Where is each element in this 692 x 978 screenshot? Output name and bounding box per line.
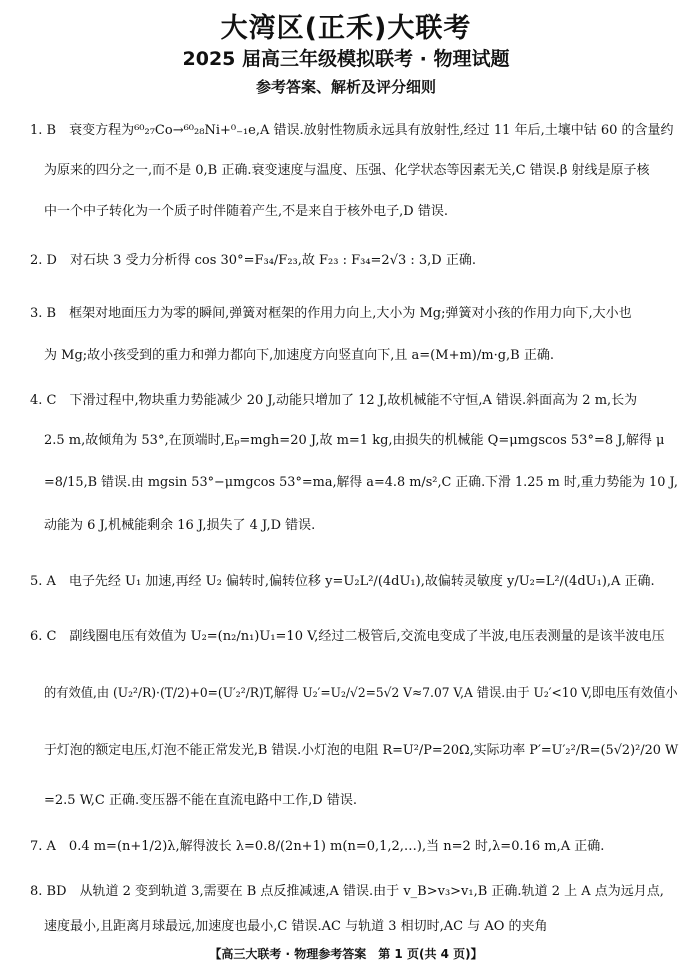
- text-line: 8. BD 从轨道 2 变到轨道 3,需要在 B 点反推减速,A 错误.由于 v_B>v₃>v₁,B 正确.轨道 2 上 A 点为远月点,: [30, 884, 664, 899]
- text-line: 7. A 0.4 m=(n+1/2)λ,解得波长 λ=0.8/(2n+1) m(n=0,1,2,…),当 n=2 时,λ=0.16 m,A 正确.: [30, 839, 605, 854]
- text-line: =8/15,B 错误.由 mgsin 53°−μmgcos 53°=ma,解得 a=4.8 m/s²,C 正确.下滑 1.25 m 时,重力势能为 10 J,: [44, 475, 678, 490]
- doc-type-heading: 参考答案、解析及评分细则: [255, 78, 436, 96]
- text-line: 2.5 m,故倾角为 53°,在顶端时,Eₚ=mgh=20 J,故 m=1 kg,由损失的机械能 Q=μmgscos 53°=8 J,解得 μ: [44, 433, 665, 448]
- text-line: 速度最小,且距离月球最远,加速度也最小,C 错误.AC 与轨道 3 相切时,AC 与 AO 的夹角: [44, 919, 548, 934]
- page-footer: 【高三大联考 · 物理参考答案 第 1 页(共 4 页)】: [209, 947, 483, 961]
- exam-subtitle: 2025 届高三年级模拟联考 · 物理试题: [182, 48, 510, 70]
- text-line: 动能为 6 J,机械能剩余 16 J,损失了 4 J,D 错误.: [44, 518, 316, 533]
- text-line: 3. B 框架对地面压力为零的瞬间,弹簧对框架的作用力向上,大小为 Mg;弹簧对小孩的作用力向下,大小也: [30, 306, 632, 321]
- text-line: 4. C 下滑过程中,物块重力势能减少 20 J,动能只增加了 12 J,故机械能不守恒,A 错误.斜面高为 2 m,长为: [30, 393, 638, 408]
- text-line: 1. B 衰变方程为⁶⁰₂₇Co→⁶⁰₂₈Ni+⁰₋₁e,A 错误.放射性物质永远具有放射性,经过 11 年后,土壤中钴 60 的含量约: [30, 123, 674, 138]
- exam-title: 大湾区(正禾)大联考: [220, 13, 472, 44]
- text-line: 5. A 电子先经 U₁ 加速,再经 U₂ 偏转时,偏转位移 y=U₂L²/(4dU₁),故偏转灵敏度 y/U₂=L²/(4dU₁),A 正确.: [30, 574, 655, 589]
- text-line: 为 Mg;故小孩受到的重力和弹力都向下,加速度方向竖直向下,且 a=(M+m)/m·g,B 正确.: [44, 348, 554, 363]
- text-line: 为原来的四分之一,而不是 0,B 正确.衰变速度与温度、压强、化学状态等因素无关,C 错误.β 射线是原子核: [44, 163, 650, 178]
- text-line: 2. D 对石块 3 受力分析得 cos 30°=F₃₄/F₂₃,故 F₂₃ : F₃₄=2√3 : 3,D 正确.: [30, 253, 476, 268]
- text-line: 6. C 副线圈电压有效值为 U₂=(n₂/n₁)U₁=10 V,经过二极管后,交流电变成了半波,电压表测量的是该半波电压: [30, 629, 665, 644]
- text-line: 中一个中子转化为一个质子时伴随着产生,不是来自于核外电子,D 错误.: [44, 204, 448, 219]
- text-line: 的有效值,由 (U₂²/R)·(T/2)+0=(U′₂²/R)T,解得 U₂′=U₂/√2=5√2 V≈7.07 V,A 错误.由于 U₂′<10 V,即电压有效值小: [44, 686, 678, 701]
- text-line: =2.5 W,C 正确.变压器不能在直流电路中工作,D 错误.: [44, 793, 357, 808]
- text-line: 于灯泡的额定电压,灯泡不能正常发光,B 错误.小灯泡的电阻 R=U²/P=20Ω,实际功率 P′=U′₂²/R=(5√2)²/20 W: [44, 743, 679, 758]
